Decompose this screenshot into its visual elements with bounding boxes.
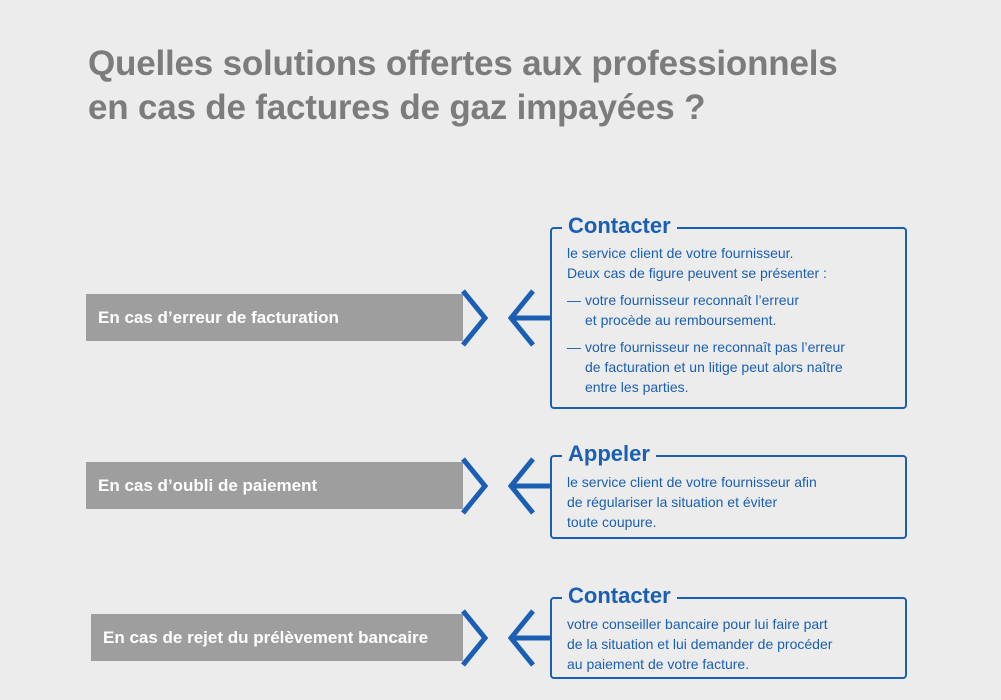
chevron-right-icon: [463, 291, 485, 345]
text-line: le service client de votre fournisseur.: [567, 245, 794, 261]
converging-arrows-icon: [460, 608, 556, 668]
text-line: de régulariser la situation et éviter: [567, 494, 778, 510]
chevron-right-icon: [463, 459, 485, 513]
action-title: Contacter: [562, 213, 677, 239]
action-text: [567, 243, 895, 397]
action-box-call-supplier: [550, 441, 907, 539]
chevron-right-icon: [463, 611, 485, 665]
action-title: Appeler: [562, 441, 656, 467]
bullet-item: [567, 337, 895, 397]
converging-arrows-icon: [460, 456, 556, 516]
text-line: entre les parties.: [585, 379, 689, 395]
text-line: de la situation et lui demander de procéder: [567, 636, 833, 652]
text-line: le service client de votre fournisseur afin: [567, 474, 817, 490]
text-line: au paiement de votre facture.: [567, 656, 750, 672]
action-box-contact-bank: [550, 583, 907, 679]
case-bar-missed-payment: [86, 462, 463, 509]
converging-arrows-icon: [460, 288, 556, 348]
dash: —: [567, 339, 581, 355]
text-line: de facturation et un litige peut alors naître: [585, 359, 843, 375]
text-line: votre conseiller bancaire pour lui faire part: [567, 616, 828, 632]
action-box-contact-supplier: [550, 213, 907, 409]
case-label: En cas d’oubli de paiement: [98, 475, 318, 495]
dash: —: [567, 292, 581, 308]
title-line-2: en cas de factures de gaz impayées ?: [88, 88, 706, 127]
text-line: votre fournisseur ne reconnaît pas l’erreur: [585, 339, 845, 355]
text-line: votre fournisseur reconnaît l’erreur: [585, 292, 799, 308]
action-text: [567, 614, 895, 674]
text-line: et procède au remboursement.: [585, 312, 777, 328]
case-label: En cas de rejet du prélèvement bancaire: [103, 627, 429, 647]
title-line-1: Quelles solutions offertes aux professionnels: [88, 44, 838, 83]
page-title: [88, 42, 968, 130]
bullet-item: [567, 290, 895, 330]
case-bar-billing-error: [86, 294, 463, 341]
case-label: En cas d’erreur de facturation: [98, 307, 339, 327]
action-text: [567, 472, 895, 532]
action-title: Contacter: [562, 583, 677, 609]
case-bar-direct-debit-rejected: [91, 614, 463, 661]
text-line: toute coupure.: [567, 514, 657, 530]
text-line: Deux cas de figure peuvent se présenter :: [567, 265, 827, 281]
